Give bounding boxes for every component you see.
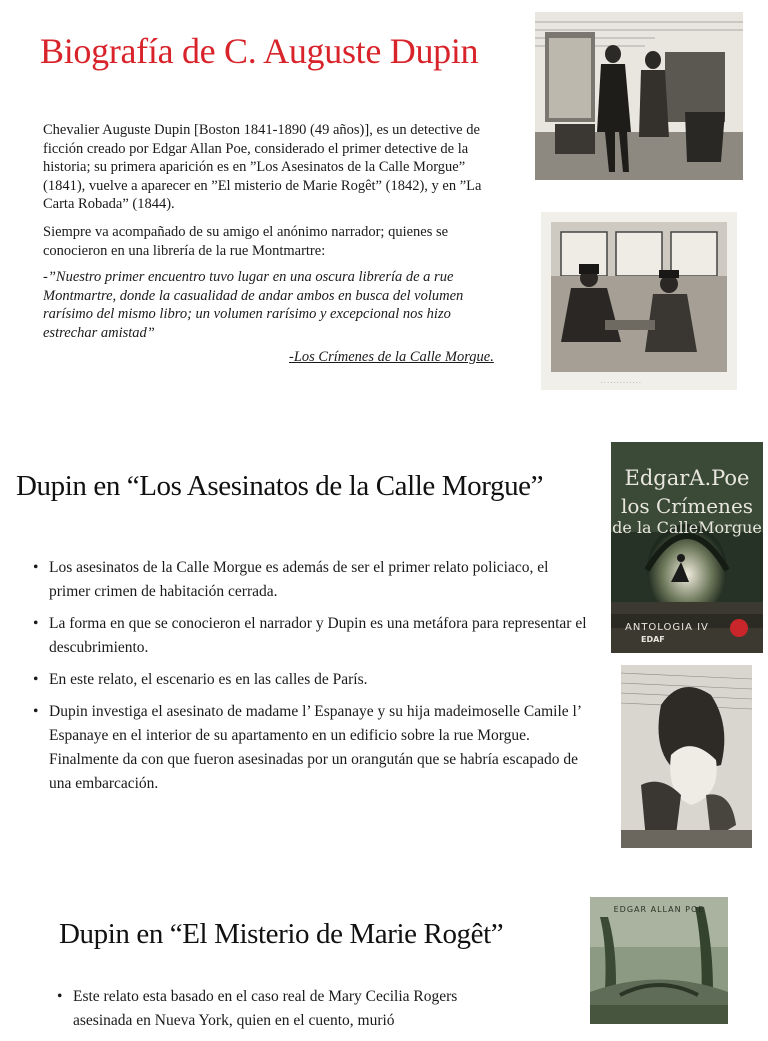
- book-cover-morgue-image: [611, 442, 763, 653]
- list-item: • Este relato esta basado en el caso real de Mary Cecilia Rogers asesinada en Nueva York, quien en el cuento, murió: [57, 985, 477, 1033]
- section-roget-heading: Dupin en “El Misterio de Marie Rogêt”: [59, 918, 504, 950]
- roget-bullet-list: [57, 985, 477, 1041]
- book-publisher: EDAF: [641, 635, 665, 644]
- page-title: Biografía de C. Auguste Dupin: [40, 31, 479, 71]
- list-item: • Los asesinatos de la Calle Morgue es además de ser el primer relato policiaco, el primer crimen de habitación cerrada.: [33, 556, 588, 604]
- companion-paragraph: Siempre va acompañado de su amigo el anónimo narrador; quienes se conocieron en una librería de la rue Montmartre:: [43, 224, 449, 259]
- roget-book-author: EDGAR ALLAN POE: [613, 905, 705, 914]
- morgue-bullet-list: [33, 556, 588, 804]
- engraving-carriage-image: [541, 212, 737, 390]
- list-item: • La forma en que se conocieron el narrador y Dupin es una metáfora para representar el descubrimiento.: [33, 612, 588, 660]
- book-series: ANTOLOGIA IV: [625, 622, 709, 633]
- section-morgue-heading: Dupin en “Los Asesinatos de la Calle Morgue”: [16, 470, 544, 502]
- bio-paragraph: Chevalier Auguste Dupin [Boston 1841-1890 (49 años)], es un detective de ficción creado por Edgar Allan Poe, considerado el primer detective de la historia; su primera aparición es en ”Los Asesinatos de la Calle Morgue” (1841), vuelve a aparecer en ”El misterio de Marie Rogêt” (1842), y en ”La Carta Robada” (1844).: [43, 122, 482, 212]
- engraving-orangutan-image: [621, 665, 752, 848]
- book-title-line1: los Crímenes: [620, 494, 754, 518]
- engraving-study-image: [535, 12, 743, 180]
- book-title-line2: de la CalleMorgue: [612, 518, 762, 537]
- list-item: • En este relato, el escenario es en las calles de París.: [33, 668, 588, 692]
- quote-text: -”Nuestro primer encuentro tuvo lugar en una oscura librería de a rue Montmartre, donde la casualidad de andar ambos en busca del volumen rarísimo del mismo libro; un volumen rarísimo y excepcional nos hizo estrechar amistad”: [43, 269, 464, 341]
- quote-citation: -Los Crímenes de la Calle Morgue.: [289, 349, 494, 365]
- book-cover-roget-image: [590, 897, 728, 1024]
- svg-text:· · · · · · · · · · · · ·: · · · · · · · · · · · · ·: [601, 380, 641, 386]
- book-author: EdgarA.Poe: [624, 466, 750, 490]
- list-item: • Dupin investiga el asesinato de madame l’ Espanaye y su hija madeimoselle Camile l’ Espanaye en el interior de su apartamento en un edificio sobre la rue Morgue. Finalmente da con que fueron asesinadas por un orangután que se habría escapado de una embarcación.: [33, 700, 588, 796]
